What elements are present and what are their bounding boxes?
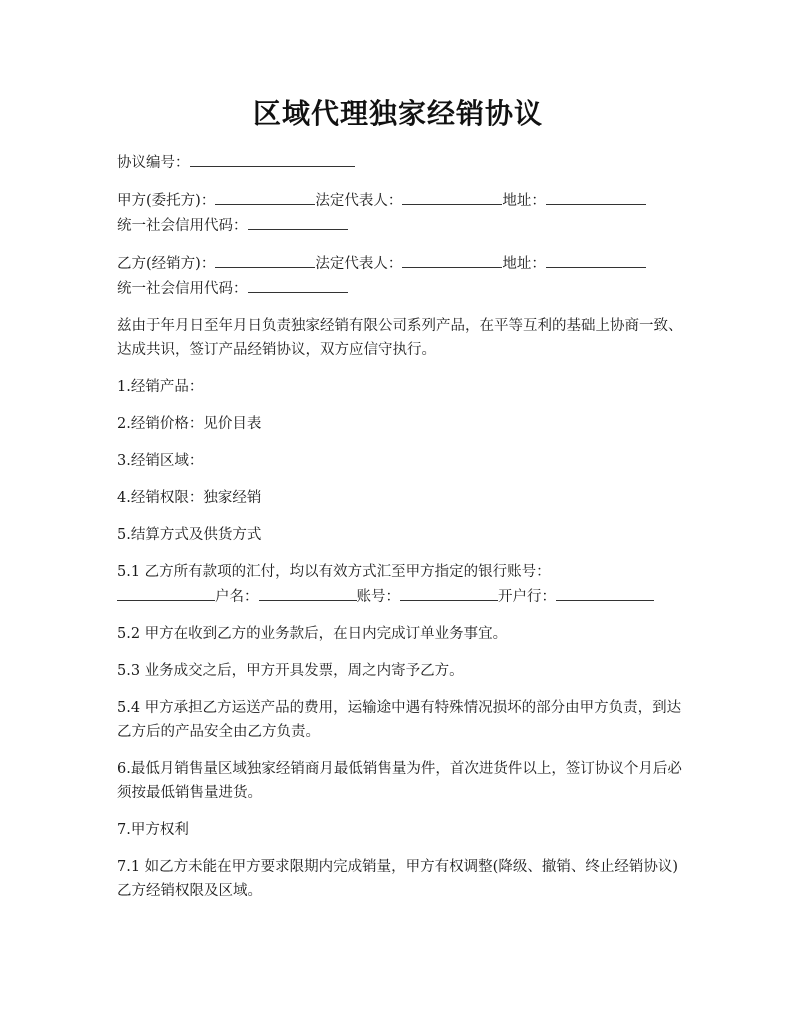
bank-label: 开户行：	[498, 589, 556, 605]
party-b-name-blank	[215, 251, 315, 268]
party-a-block	[117, 188, 683, 238]
clause-4: 4.经销权限：独家经销	[117, 490, 262, 506]
party-b-label: 乙方(经销方)：	[117, 256, 216, 272]
clause-7: 7.甲方权利	[117, 822, 189, 838]
party-a-name-blank	[215, 188, 315, 205]
clause-1: 1.经销产品：	[117, 379, 204, 395]
account-name-label: 户名：	[215, 589, 259, 605]
party-a-label: 甲方(委托方)：	[117, 193, 216, 209]
bank-prefix-blank	[117, 584, 215, 601]
document-body	[117, 150, 683, 916]
party-b-rep-label: 法定代表人：	[315, 256, 403, 272]
party-b-rep-blank	[402, 251, 502, 268]
party-a-rep-blank	[402, 188, 502, 205]
party-a-address-label: 地址：	[502, 193, 546, 209]
clause-5-2: 5.2 甲方在收到乙方的业务款后，在日内完成订单业务事宜。	[117, 626, 508, 642]
account-number-label: 账号：	[356, 589, 400, 605]
clause-5-1	[117, 560, 683, 609]
agreement-number-blank	[190, 150, 355, 167]
party-b-credit-label: 统一社会信用代码：	[117, 281, 248, 297]
clause-5-3: 5.3 业务成交之后，甲方开具发票，周之内寄予乙方。	[117, 663, 464, 679]
clause-7-1: 7.1 如乙方未能在甲方要求限期内完成销量，甲方有权调整(降级、撤销、终止经销协议)乙方经销权限及区域。	[117, 859, 678, 899]
clause-5-4: 5.4 甲方承担乙方运送产品的费用，运输途中遇有特殊情况损坏的部分由甲方负责，到达乙方后的产品安全由乙方负责。	[117, 700, 682, 740]
clause-5-1-text: 5.1 乙方所有款项的汇付，均以有效方式汇至甲方指定的银行账号：	[117, 564, 551, 580]
party-a-rep-label: 法定代表人：	[315, 193, 403, 209]
party-b-address-label: 地址：	[502, 256, 546, 272]
party-a-credit-blank	[248, 213, 348, 230]
bank-blank	[556, 584, 654, 601]
account-number-blank	[400, 584, 498, 601]
agreement-number-label: 协议编号：	[117, 155, 190, 171]
clause-6: 6.最低月销售量区域独家经销商月最低销售量为件，首次进货件以上，签订协议个月后必须按最低销售量进货。	[117, 761, 682, 801]
clause-3: 3.经销区域：	[117, 453, 204, 469]
agreement-number-line	[117, 150, 683, 175]
account-name-blank	[259, 584, 357, 601]
party-b-credit-blank	[248, 276, 348, 293]
party-b-address-blank	[546, 251, 646, 268]
document-title: 区域代理独家经销协议	[252, 97, 543, 130]
party-a-address-blank	[546, 188, 646, 205]
clause-5: 5.结算方式及供货方式	[117, 527, 262, 543]
party-b-block	[117, 251, 683, 301]
intro-paragraph: 兹由于年月日至年月日负责独家经销有限公司系列产品，在平等互利的基础上协商一致、达成共识，签订产品经销协议，双方应信守执行。	[117, 318, 683, 358]
clause-2: 2.经销价格：见价目表	[117, 416, 262, 432]
party-a-credit-label: 统一社会信用代码：	[117, 218, 248, 234]
